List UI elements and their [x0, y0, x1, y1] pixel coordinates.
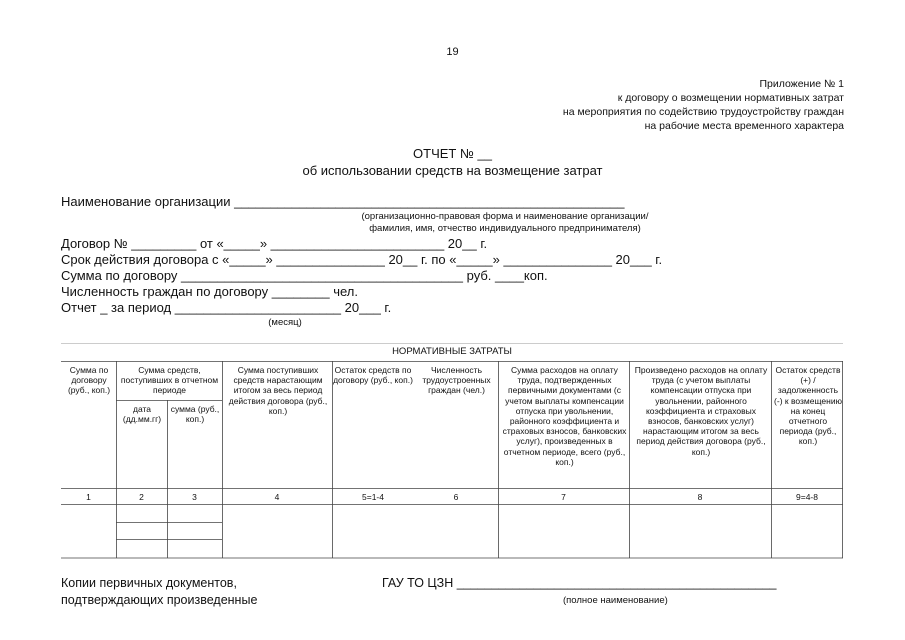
col23-group-header: Сумма средств, поступивших в отчетном периоде [120, 365, 219, 396]
report-title: ОТЧЕТ № __ [413, 146, 492, 161]
col7-header: Сумма расходов на оплату труда, подтвержденных первичными документами (с учетом выплаты компенсации отпуска при увольнении, районного коэффициента и страховых взносов, банковских услуг), произведенных в отчетном периоде, всего (руб., коп.) [502, 365, 627, 467]
month-note: (месяц) [268, 317, 302, 328]
norm-costs-table [61, 343, 843, 558]
col6-header: Численность трудоустроенных граждан (чел.) [422, 365, 491, 396]
footer-left-line-2: подтверждающих произведенные [61, 593, 258, 607]
footer-left-line-1: Копии первичных документов, [61, 576, 237, 590]
org-name-note [300, 211, 710, 235]
appendix-line-3: на мероприятия по содействию трудоустройству граждан [562, 106, 844, 118]
col1-header: Сумма по договору (руб., коп.) [67, 365, 111, 396]
col3-header: сумма (руб., коп.) [170, 404, 220, 425]
col6-number: 6 [453, 492, 459, 502]
col9-number: 9=4-8 [796, 492, 818, 502]
col2-number: 2 [139, 492, 144, 502]
col2-header: дата (дд.мм.гг) [122, 404, 162, 425]
appendix-line-4: на рабочие места временного характера [644, 120, 844, 132]
col9-header: Остаток средств (+) / задолженность (-) к возмещению на конец отчетного периода (руб., коп.) [774, 365, 842, 447]
appendix-line-2: к договору о возмещении нормативных затрат [617, 92, 844, 104]
appendix-block [563, 77, 844, 133]
contract-field: Договор № _________ от «_____» ________________________ 20__ г. [61, 236, 488, 251]
appendix-line-1: Приложение № 1 [759, 78, 844, 90]
citizens-count-field: Численность граждан по договору ________ чел. [61, 284, 358, 299]
col8-number: 8 [697, 492, 703, 502]
page-number: 19 [446, 46, 459, 58]
report-title-block [0, 145, 905, 179]
org-name-note-line-2: фамилия, имя, отчество индивидуального предпринимателя) [369, 223, 641, 234]
table-group-header: НОРМАТИВНЫЕ ЗАТРАТЫ [392, 347, 512, 357]
col1-number: 1 [86, 492, 91, 502]
gau-field: ГАУ ТО ЦЗН ______________________________________________ [382, 576, 777, 590]
contract-sum-field: Сумма по договору _______________________________________ руб. ____коп. [61, 268, 548, 283]
report-subtitle: об использовании средств на возмещение затрат [302, 163, 603, 178]
report-period-field: Отчет _ за период _______________________ 20___ г. [61, 300, 392, 315]
col7-number: 7 [561, 492, 566, 502]
contract-term-field: Срок действия договора с «_____» _______________ 20__ г. по «_____» _______________ 20___ г. [61, 252, 663, 267]
col5-number: 5=1-4 [362, 492, 384, 502]
col4-header: Сумма поступивших средств нарастающим итогом за весь период действия договора (руб., коп.) [228, 365, 328, 416]
col8-header: Произведено расходов на оплату труда (с учетом выплаты компенсации отпуска при увольнении, районного коэффициента и страховых взносов, банковских услуг) нарастающим итогом за весь период действия договора (руб., коп.) [634, 365, 768, 457]
footer-left [61, 575, 257, 609]
org-name-note-line-1: (организационно-правовая форма и наименование организации/ [361, 211, 649, 222]
org-name-field: Наименование организации ______________________________________________________ [61, 194, 625, 209]
gau-note: (полное наименование) [563, 595, 668, 606]
col3-number: 3 [192, 492, 197, 502]
col5-header: Остаток средств по договору (руб., коп.) [333, 365, 413, 386]
col4-number: 4 [274, 492, 280, 502]
